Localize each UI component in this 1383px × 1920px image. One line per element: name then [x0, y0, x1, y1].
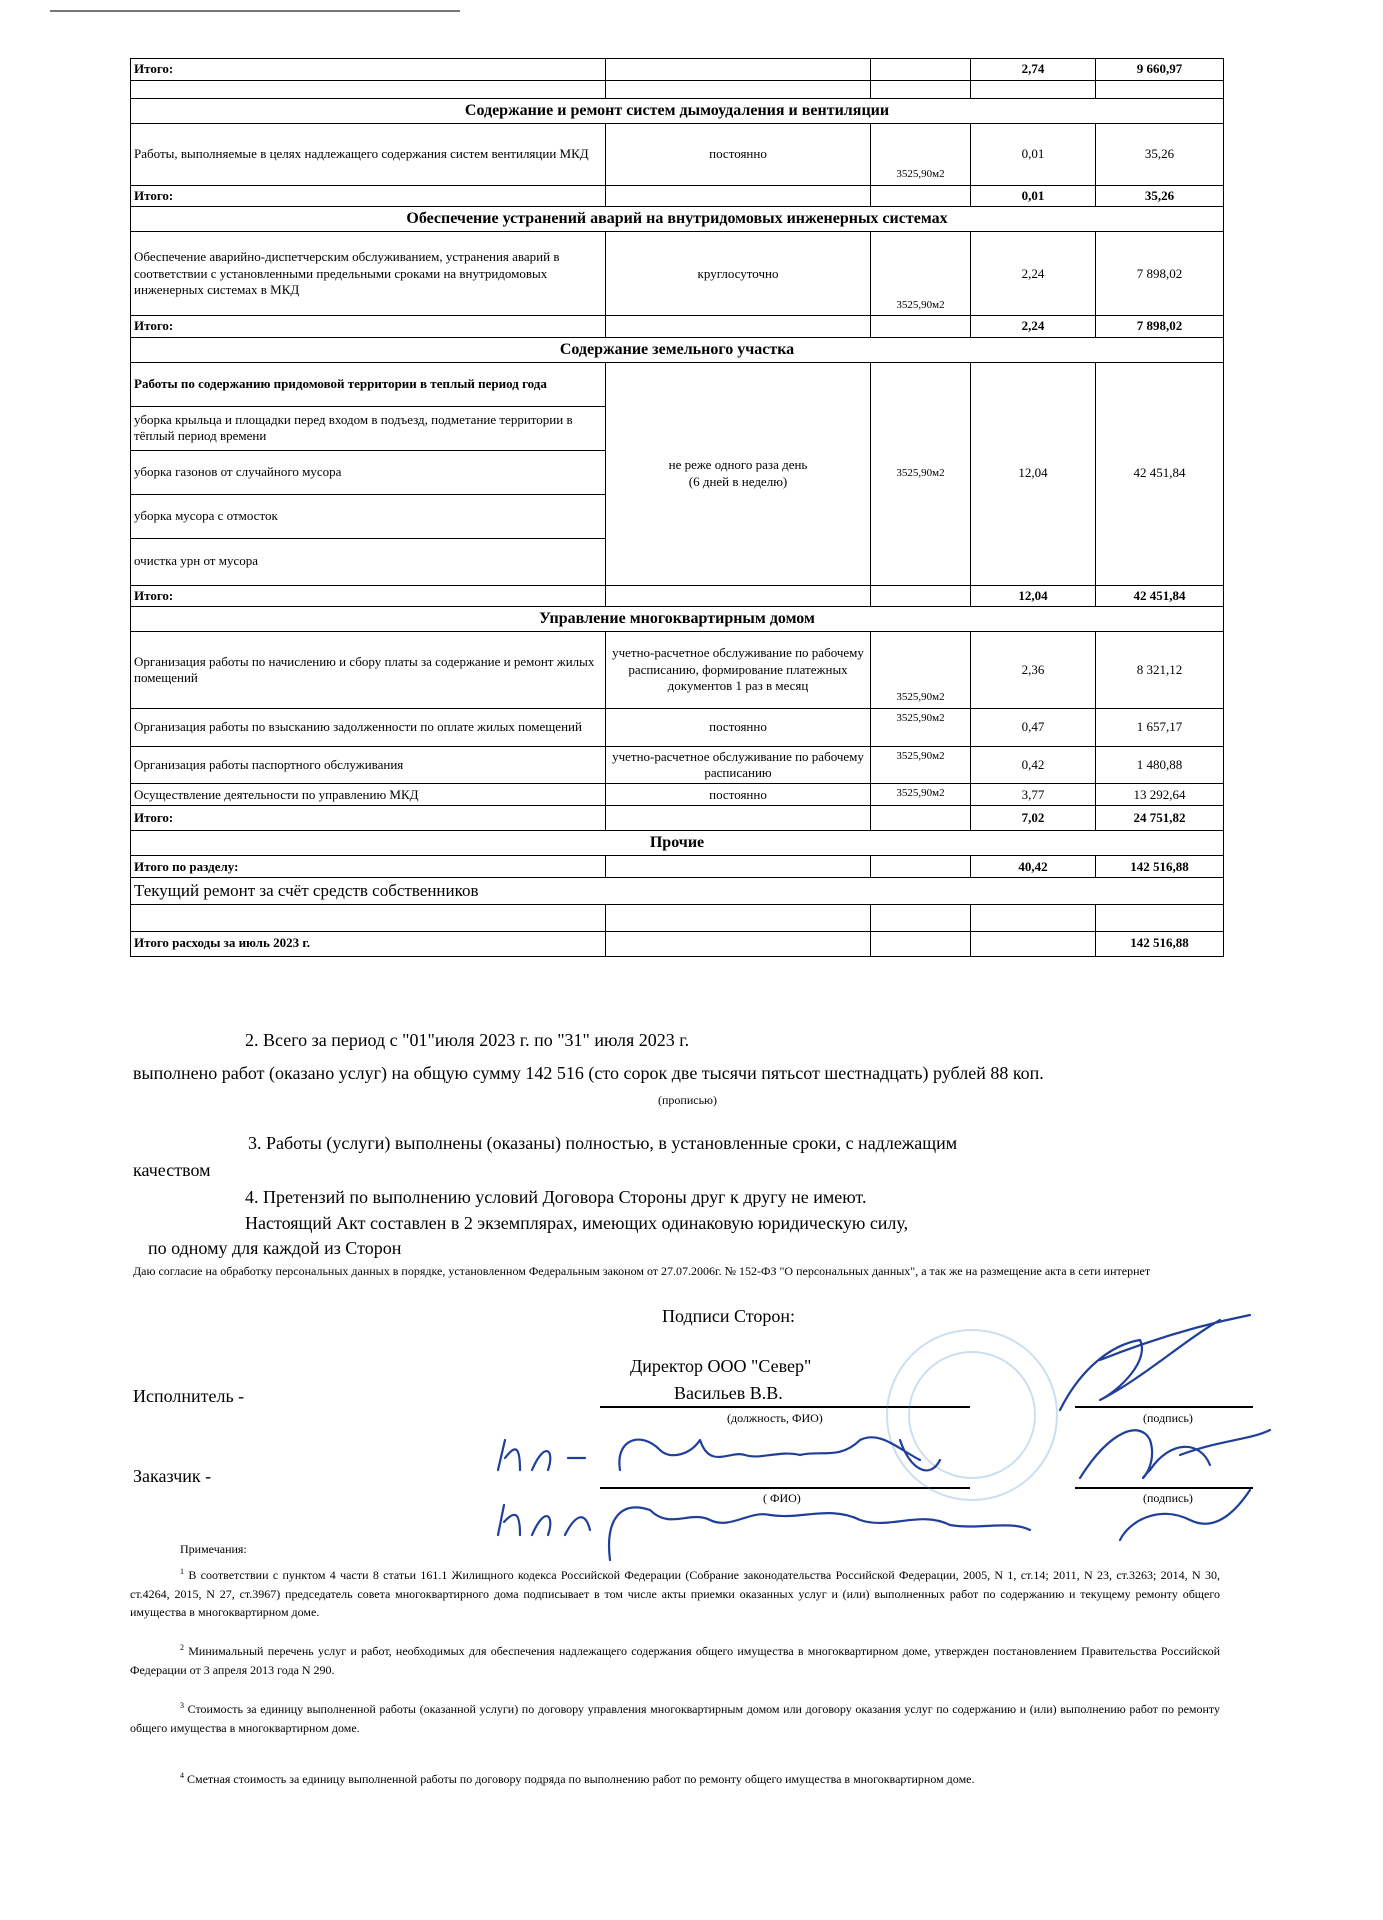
work-unit: 3525,90м2 — [871, 746, 971, 784]
paragraph-2-total: выполнено работ (оказано услуг) на общую сумму 142 516 (сто сорок две тысячи пятьсот шестнадцать) рублей 88 коп. — [133, 1063, 1044, 1083]
work-sum: 13 292,64 — [1096, 784, 1224, 806]
executor-position: Директор ООО "Север" — [630, 1356, 812, 1376]
section-title: Содержание и ремонт систем дымоудаления и вентиляции — [131, 99, 1224, 124]
notes-title: Примечания: — [180, 1542, 247, 1556]
stamp-mark — [887, 1330, 1057, 1500]
total-sum: 42 451,84 — [1096, 585, 1224, 606]
work-name: очистка урн от мусора — [131, 538, 606, 585]
caption-fio: ( ФИО) — [763, 1491, 801, 1505]
work-rate: 0,42 — [971, 746, 1096, 784]
total-sum: 35,26 — [1096, 186, 1224, 207]
signatures-heading: Подписи Сторон: — [662, 1306, 796, 1326]
paragraph-4: 4. Претензий по выполнению условий Договора Стороны друг к другу не имеют. — [245, 1187, 867, 1207]
paragraph-5: Настоящий Акт составлен в 2 экземплярах, имеющих одинаковую юридическую силу, — [245, 1213, 909, 1233]
work-rate: 2,36 — [971, 631, 1096, 708]
paragraph-5-cont: по одному для каждой из Сторон — [148, 1238, 402, 1258]
work-unit: 3525,90м2 — [871, 631, 971, 708]
total-label: Итого: — [131, 585, 606, 606]
work-sum: 35,26 — [1096, 124, 1224, 186]
footnote-number: 2 — [180, 1643, 184, 1652]
section-title: Управление многоквартирным домом — [131, 606, 1224, 631]
total-label: Итого: — [131, 806, 606, 831]
work-name: уборка мусора с отмосток — [131, 494, 606, 538]
total-rate: 0,01 — [971, 186, 1096, 207]
work-sum: 1 480,88 — [1096, 746, 1224, 784]
total-sum: 142 516,88 — [1096, 931, 1224, 956]
footnote-number: 4 — [180, 1771, 184, 1780]
total-rate: 2,24 — [971, 316, 1096, 337]
total-label: Итого расходы за июль 2023 г. — [131, 931, 606, 956]
work-unit: 3525,90м2 — [871, 362, 971, 585]
customer-handwriting-2 — [498, 1490, 1250, 1560]
work-frequency: круглосуточно — [606, 232, 871, 316]
work-sum: 1 657,17 — [1096, 708, 1224, 746]
footnote-number: 3 — [180, 1701, 184, 1710]
total-sum: 7 898,02 — [1096, 316, 1224, 337]
total-rate: 7,02 — [971, 806, 1096, 831]
footnote-text: Стоимость за единицу выполненной работы (оказанной услуги) по договору управления многоквартирным домом или договору оказания услуг по содержанию и (или) выполнению работ по ремонту общего имущества в многоквартирном доме. — [130, 1702, 1220, 1735]
section-title: Обеспечение устранений аварий на внутридомовых инженерных системах — [131, 207, 1224, 232]
work-sum: 8 321,12 — [1096, 631, 1224, 708]
work-rate: 12,04 — [971, 362, 1096, 585]
repair-row-label: Текущий ремонт за счёт средств собственников — [131, 878, 1224, 904]
work-frequency: не реже одного раза день (6 дней в неделю) — [606, 362, 871, 585]
caption-in-words: (прописью) — [658, 1093, 718, 1107]
total-label: Итого: — [131, 316, 606, 337]
total-label: Итого по разделу: — [131, 856, 606, 878]
work-sum: 7 898,02 — [1096, 232, 1224, 316]
total-sum: 142 516,88 — [1096, 856, 1224, 878]
work-rate: 0,01 — [971, 124, 1096, 186]
work-name: уборка крыльца и площадки перед входом в подъезд, подметание территории в тёплый период времени — [131, 406, 606, 450]
work-unit: 3525,90м2 — [871, 708, 971, 746]
total-sum: 9 660,97 — [1096, 59, 1224, 81]
work-unit: 3525,90м2 — [871, 124, 971, 186]
caption-signature-2: (подпись) — [1143, 1491, 1193, 1505]
total-rate: 12,04 — [971, 585, 1096, 606]
customer-label: Заказчик - — [133, 1466, 212, 1486]
work-name: Работы, выполняемые в целях надлежащего содержания систем вентиляции МКД — [131, 124, 606, 186]
work-name: Организация работы по взысканию задолженности по оплате жилых помещений — [131, 708, 606, 746]
footnote-number: 1 — [180, 1567, 184, 1576]
total-label: Итого: — [131, 59, 606, 81]
total-rate: 2,74 — [971, 59, 1096, 81]
work-name: Осуществление деятельности по управлению МКД — [131, 784, 606, 806]
footnote-text: Минимальный перечень услуг и работ, необходимых для обеспечения надлежащего содержания общего имущества в многоквартирном доме, утвержден постановлением Правительства Российской Федерации от 3 апреля 2013 года N 290. — [130, 1644, 1221, 1677]
work-name: уборка газонов от случайного мусора — [131, 450, 606, 494]
work-frequency: постоянно — [606, 124, 871, 186]
total-sum: 24 751,82 — [1096, 806, 1224, 831]
customer-signature-1 — [1080, 1430, 1270, 1478]
work-name: Обеспечение аварийно-диспетчерским обслуживанием, устранения аварий в соответствии с установленными предельными сроками на внутридомовых инженерных системах в МКД — [131, 232, 606, 316]
executor-signature — [1060, 1315, 1250, 1410]
work-frequency: учетно-расчетное обслуживание по рабочему расписанию, формирование платежных документов 1 раз в месяц — [606, 631, 871, 708]
executor-label: Исполнитель - — [133, 1386, 245, 1406]
footnote-text: В соответствии с пунктом 4 части 8 статьи 161.1 Жилищного кодекса Российской Федерации (Собрание законодательства Российской Федерации, 2005, N 1, ст.14; 2011, N 23, ст.3263; 2014, N 30, ст.4264, 2015, N 27, ст.3967) председатель совета многоквартирного дома подписывает в том числе акты приемки оказанных услуг и (или) выполненных работ по содержанию и текущему ремонту общего имущества в многоквартирном доме. — [130, 1568, 1221, 1620]
total-rate: 40,42 — [971, 856, 1096, 878]
total-label: Итого: — [131, 186, 606, 207]
work-frequency: постоянно — [606, 784, 871, 806]
footnote-text: Сметная стоимость за единицу выполненной работы по договору подряда по выполнению работ по ремонту общего имущества в многоквартирном доме. — [187, 1772, 975, 1786]
work-rate: 3,77 — [971, 784, 1096, 806]
section-title: Содержание земельного участка — [131, 337, 1224, 362]
work-frequency: постоянно — [606, 708, 871, 746]
work-name: Работы по содержанию придомовой территории в теплый период года — [131, 362, 606, 406]
paragraph-3: 3. Работы (услуги) выполнены (оказаны) полностью, в установленные сроки, с надлежащим — [248, 1133, 958, 1153]
work-sum: 42 451,84 — [1096, 362, 1224, 585]
paragraph-2: 2. Всего за период с "01"июля 2023 г. по "31" июля 2023 г. — [245, 1030, 690, 1050]
caption-position: (должность, ФИО) — [727, 1411, 823, 1425]
caption-signature-1: (подпись) — [1143, 1411, 1193, 1425]
customer-handwriting-1 — [498, 1437, 940, 1470]
work-name: Организация работы по начислению и сбору платы за содержание и ремонт жилых помещений — [131, 631, 606, 708]
executor-name: Васильев В.В. — [674, 1383, 783, 1403]
consent-text: Даю согласие на обработку персональных данных в порядке, установленном Федеральным законом от 27.07.2006г. № 152-ФЗ "О персональных данных", а так же на размещение акта в сети интернет — [133, 1264, 1151, 1278]
section-title: Прочие — [131, 831, 1224, 856]
work-name: Организация работы паспортного обслуживания — [131, 746, 606, 784]
work-unit: 3525,90м2 — [871, 232, 971, 316]
paragraph-3-cont: качеством — [133, 1160, 211, 1180]
work-frequency: учетно-расчетное обслуживание по рабочему расписанию — [606, 746, 871, 784]
work-rate: 0,47 — [971, 708, 1096, 746]
work-unit: 3525,90м2 — [871, 784, 971, 806]
work-rate: 2,24 — [971, 232, 1096, 316]
